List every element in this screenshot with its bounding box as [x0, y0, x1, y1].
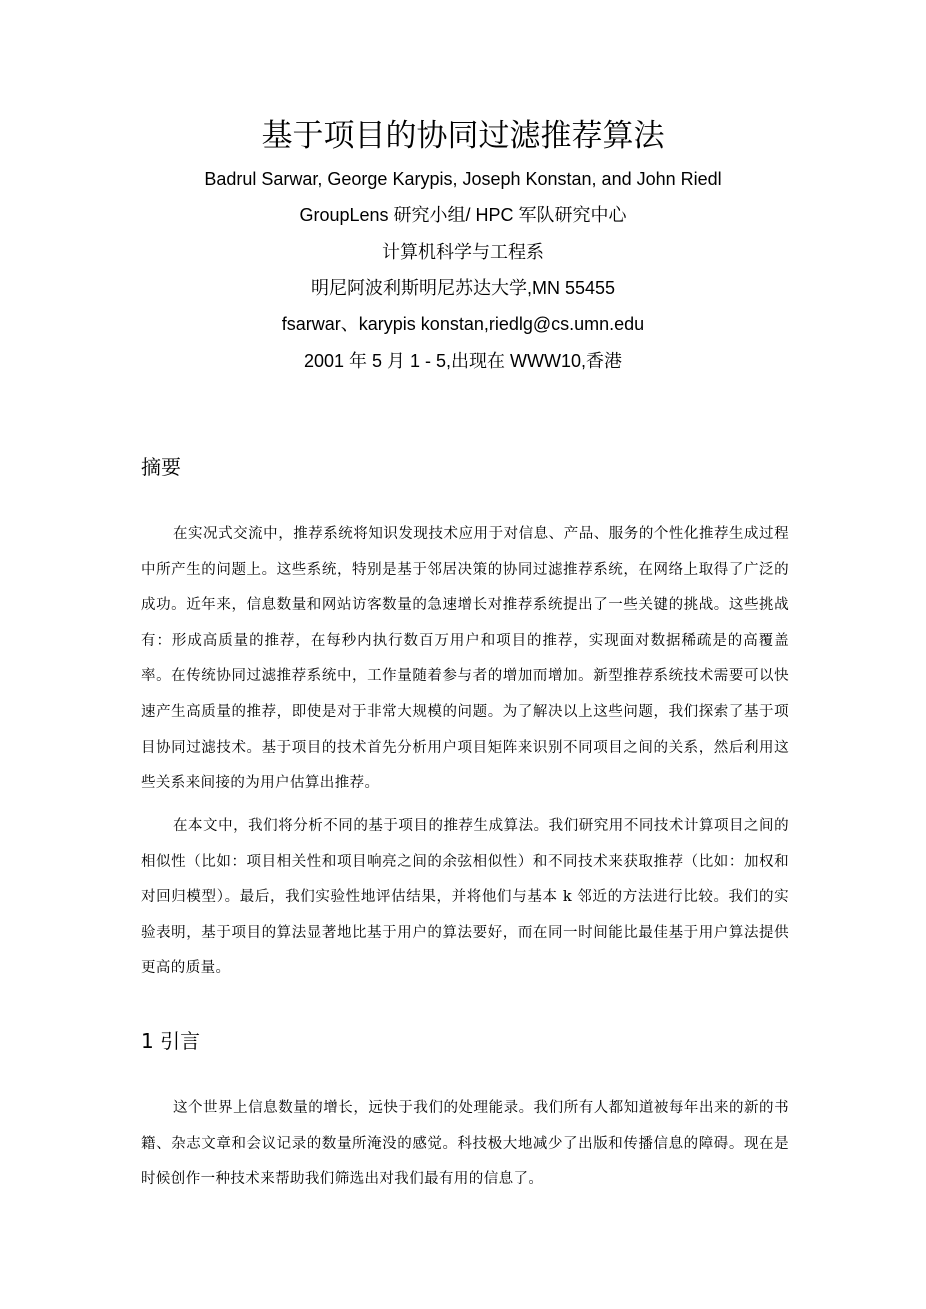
author-emails: fsarwar、karypis konstan,riedlg@cs.umn.edu: [281, 314, 645, 334]
introduction-heading: 1 引言: [141, 1029, 201, 1053]
abstract-heading: 摘要: [141, 455, 181, 479]
author-list: Badrul Sarwar, George Karypis, Joseph Konstan, and John Riedl: [204, 169, 722, 189]
abstract-paragraph: 在本文中，我们将分析不同的基于项目的推荐生成算法。我们研究用不同技术计算项目之间的相似性（比如：项目相关性和项目响亮之间的余弦相似性）和不同技术来获取推荐（比如：加权和对回归模型）。最后，我们实验性地评估结果，并将他们与基本 k 邻近的方法进行比较。我们的实验表明，基于项目的算法显著地比基于用户的算法要好，而在同一时间能比最佳基于用户算法提供更高的质量。: [141, 818, 789, 977]
department: 计算机科学与工程系: [382, 242, 544, 262]
abstract-paragraph: 在实况式交流中，推荐系统将知识发现技术应用于对信息、产品、服务的个性化推荐生成过程中所产生的问题上。这些系统，特别是基于邻居决策的协同过滤推荐系统，在网络上取得了广泛的成功。近年来，信息数量和网站访客数量的急速增长对推荐系统提出了一些关键的挑战。这些挑战有：形成高质量的推荐，在每秒内执行数百万用户和项目的推荐，实现面对数据稀疏是的高覆盖率。在传统协同过滤推荐系统中，工作量随着参与者的增加而增加。新型推荐系统技术需要可以快速产生高质量的推荐，即使是对于非常大规模的问题。为了解决以上这些问题，我们探索了基于项目协同过滤技术。基于项目的技术首先分析用户项目矩阵来识别不同项目之间的关系，然后利用这些关系来间接的为用户估算出推荐。: [141, 526, 789, 792]
research-group: GroupLens 研究小组/ HPC 军队研究中心: [299, 205, 627, 225]
paper-title: 基于项目的协同过滤推荐算法: [261, 118, 665, 154]
university-address: 明尼阿波利斯明尼苏达大学,MN 55455: [310, 278, 616, 298]
introduction-paragraph: 这个世界上信息数量的增长，远快于我们的处理能录。我们所有人都知道被每年出来的新的书籍、杂志文章和会议记录的数量所淹没的感觉。科技极大地减少了出版和传播信息的障碍。现在是时候创作一种技术来帮助我们筛选出对我们最有用的信息了。: [141, 1100, 789, 1188]
publication-venue: 2001 年 5 月 1 - 5,出现在 WWW10,香港: [303, 351, 623, 371]
